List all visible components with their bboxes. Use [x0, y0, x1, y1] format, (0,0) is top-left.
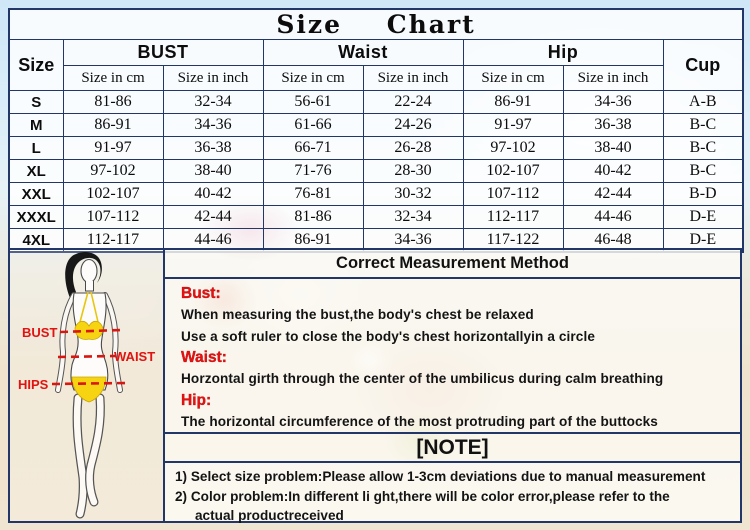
note-item-2: 2) Color problem:In different li ght,there will be color error,please refer to the	[175, 488, 670, 504]
size-cell: L	[9, 137, 63, 160]
table-row	[9, 206, 743, 229]
cup-cell: B-C	[663, 137, 743, 160]
table-cell: 86-91	[63, 114, 163, 137]
bust-instruction-1: When measuring the bust,the body's chest be relaxed	[181, 307, 534, 322]
table-cell: 32-34	[163, 91, 263, 114]
table-cell: 91-97	[63, 137, 163, 160]
bust-label: BUST	[22, 325, 58, 340]
table-cell: 81-86	[263, 206, 363, 229]
table-cell: 44-46	[563, 206, 663, 229]
table-cell: 71-76	[263, 160, 363, 183]
subheader-hip-cm: Size in cm	[463, 66, 563, 91]
table-cell: 38-40	[163, 160, 263, 183]
table-cell: 26-28	[363, 137, 463, 160]
table-cell: 112-117	[63, 229, 163, 253]
table-row	[9, 114, 743, 137]
size-cell: XL	[9, 160, 63, 183]
hip-section-label: Hip:	[181, 391, 212, 409]
measurement-figure	[10, 250, 163, 521]
measurement-method-title: Correct Measurement Method	[163, 248, 742, 279]
cup-cell: A-B	[663, 91, 743, 114]
table-cell: 24-26	[363, 114, 463, 137]
table-cell: 86-91	[463, 91, 563, 114]
size-cell: XXL	[9, 183, 63, 206]
cup-cell: D-E	[663, 206, 743, 229]
note-body	[163, 461, 742, 523]
table-cell: 36-38	[163, 137, 263, 160]
table-cell: 97-102	[463, 137, 563, 160]
measurement-figure-box	[8, 248, 165, 523]
table-cell: 34-36	[563, 91, 663, 114]
table-row	[9, 183, 743, 206]
table-cell: 112-117	[463, 206, 563, 229]
waist-label: WAIST	[114, 349, 156, 364]
table-row	[9, 137, 743, 160]
table-cell: 28-30	[363, 160, 463, 183]
table-cell: 102-107	[63, 183, 163, 206]
size-chart-table	[8, 8, 744, 253]
bust-section-label: Bust:	[181, 285, 221, 302]
waist-line	[58, 356, 116, 357]
table-cell: 30-32	[363, 183, 463, 206]
cup-cell: B-C	[663, 160, 743, 183]
subheader-waist-cm: Size in cm	[263, 66, 363, 91]
table-cell: 40-42	[163, 183, 263, 206]
page-title: Size Chart	[9, 9, 743, 40]
note-item-2-continued: actual productreceived	[195, 508, 344, 523]
note-title: [NOTE]	[163, 432, 742, 463]
table-cell: 61-66	[263, 114, 363, 137]
table-cell: 91-97	[463, 114, 563, 137]
table-cell: 22-24	[363, 91, 463, 114]
table-cell: 76-81	[263, 183, 363, 206]
table-cell: 36-38	[563, 114, 663, 137]
subheader-bust-cm: Size in cm	[63, 66, 163, 91]
table-cell: 56-61	[263, 91, 363, 114]
column-group-bust: BUST	[63, 40, 263, 66]
hip-instruction: The horizontal circumference of the most protruding part of the buttocks	[181, 413, 658, 429]
note-item-1: 1) Select size problem:Please allow 1-3cm deviations due to manual measurement	[175, 469, 706, 484]
table-cell: 66-71	[263, 137, 363, 160]
table-cell: 42-44	[563, 183, 663, 206]
waist-instruction: Horzontal girth through the center of the umbilicus during calm breathing	[181, 371, 664, 386]
table-cell: 32-34	[363, 206, 463, 229]
bust-instruction-2: Use a soft ruler to close the body's chest horizontallyin a circle	[181, 328, 595, 344]
cup-cell: B-D	[663, 183, 743, 206]
hips-label: HIPS	[18, 377, 49, 392]
table-cell: 97-102	[63, 160, 163, 183]
table-cell: 107-112	[463, 183, 563, 206]
subheader-bust-inch: Size in inch	[163, 66, 263, 91]
subheader-waist-inch: Size in inch	[363, 66, 463, 91]
figure-head	[81, 260, 97, 283]
measurement-method-body	[163, 277, 742, 434]
subheader-hip-inch: Size in inch	[563, 66, 663, 91]
column-group-waist: Waist	[263, 40, 463, 66]
cup-cell: D-E	[663, 229, 743, 253]
table-cell: 44-46	[163, 229, 263, 253]
table-cell: 38-40	[563, 137, 663, 160]
column-header-cup: Cup	[663, 40, 743, 91]
table-row	[9, 91, 743, 114]
table-cell: 42-44	[163, 206, 263, 229]
column-header-size: Size	[9, 40, 63, 91]
size-cell: M	[9, 114, 63, 137]
figure-torso	[71, 293, 108, 390]
table-cell: 102-107	[463, 160, 563, 183]
table-cell: 107-112	[63, 206, 163, 229]
waist-section-label: Waist:	[181, 349, 227, 366]
table-row	[9, 160, 743, 183]
table-cell: 34-36	[163, 114, 263, 137]
cup-cell: B-C	[663, 114, 743, 137]
table-cell: 86-91	[263, 229, 363, 253]
size-cell: S	[9, 91, 63, 114]
table-cell: 81-86	[63, 91, 163, 114]
size-cell: XXXL	[9, 206, 63, 229]
table-cell: 117-122	[463, 229, 563, 253]
table-cell: 34-36	[363, 229, 463, 253]
column-group-hip: Hip	[463, 40, 663, 66]
table-cell: 40-42	[563, 160, 663, 183]
size-cell: 4XL	[9, 229, 63, 253]
table-cell: 46-48	[563, 229, 663, 253]
